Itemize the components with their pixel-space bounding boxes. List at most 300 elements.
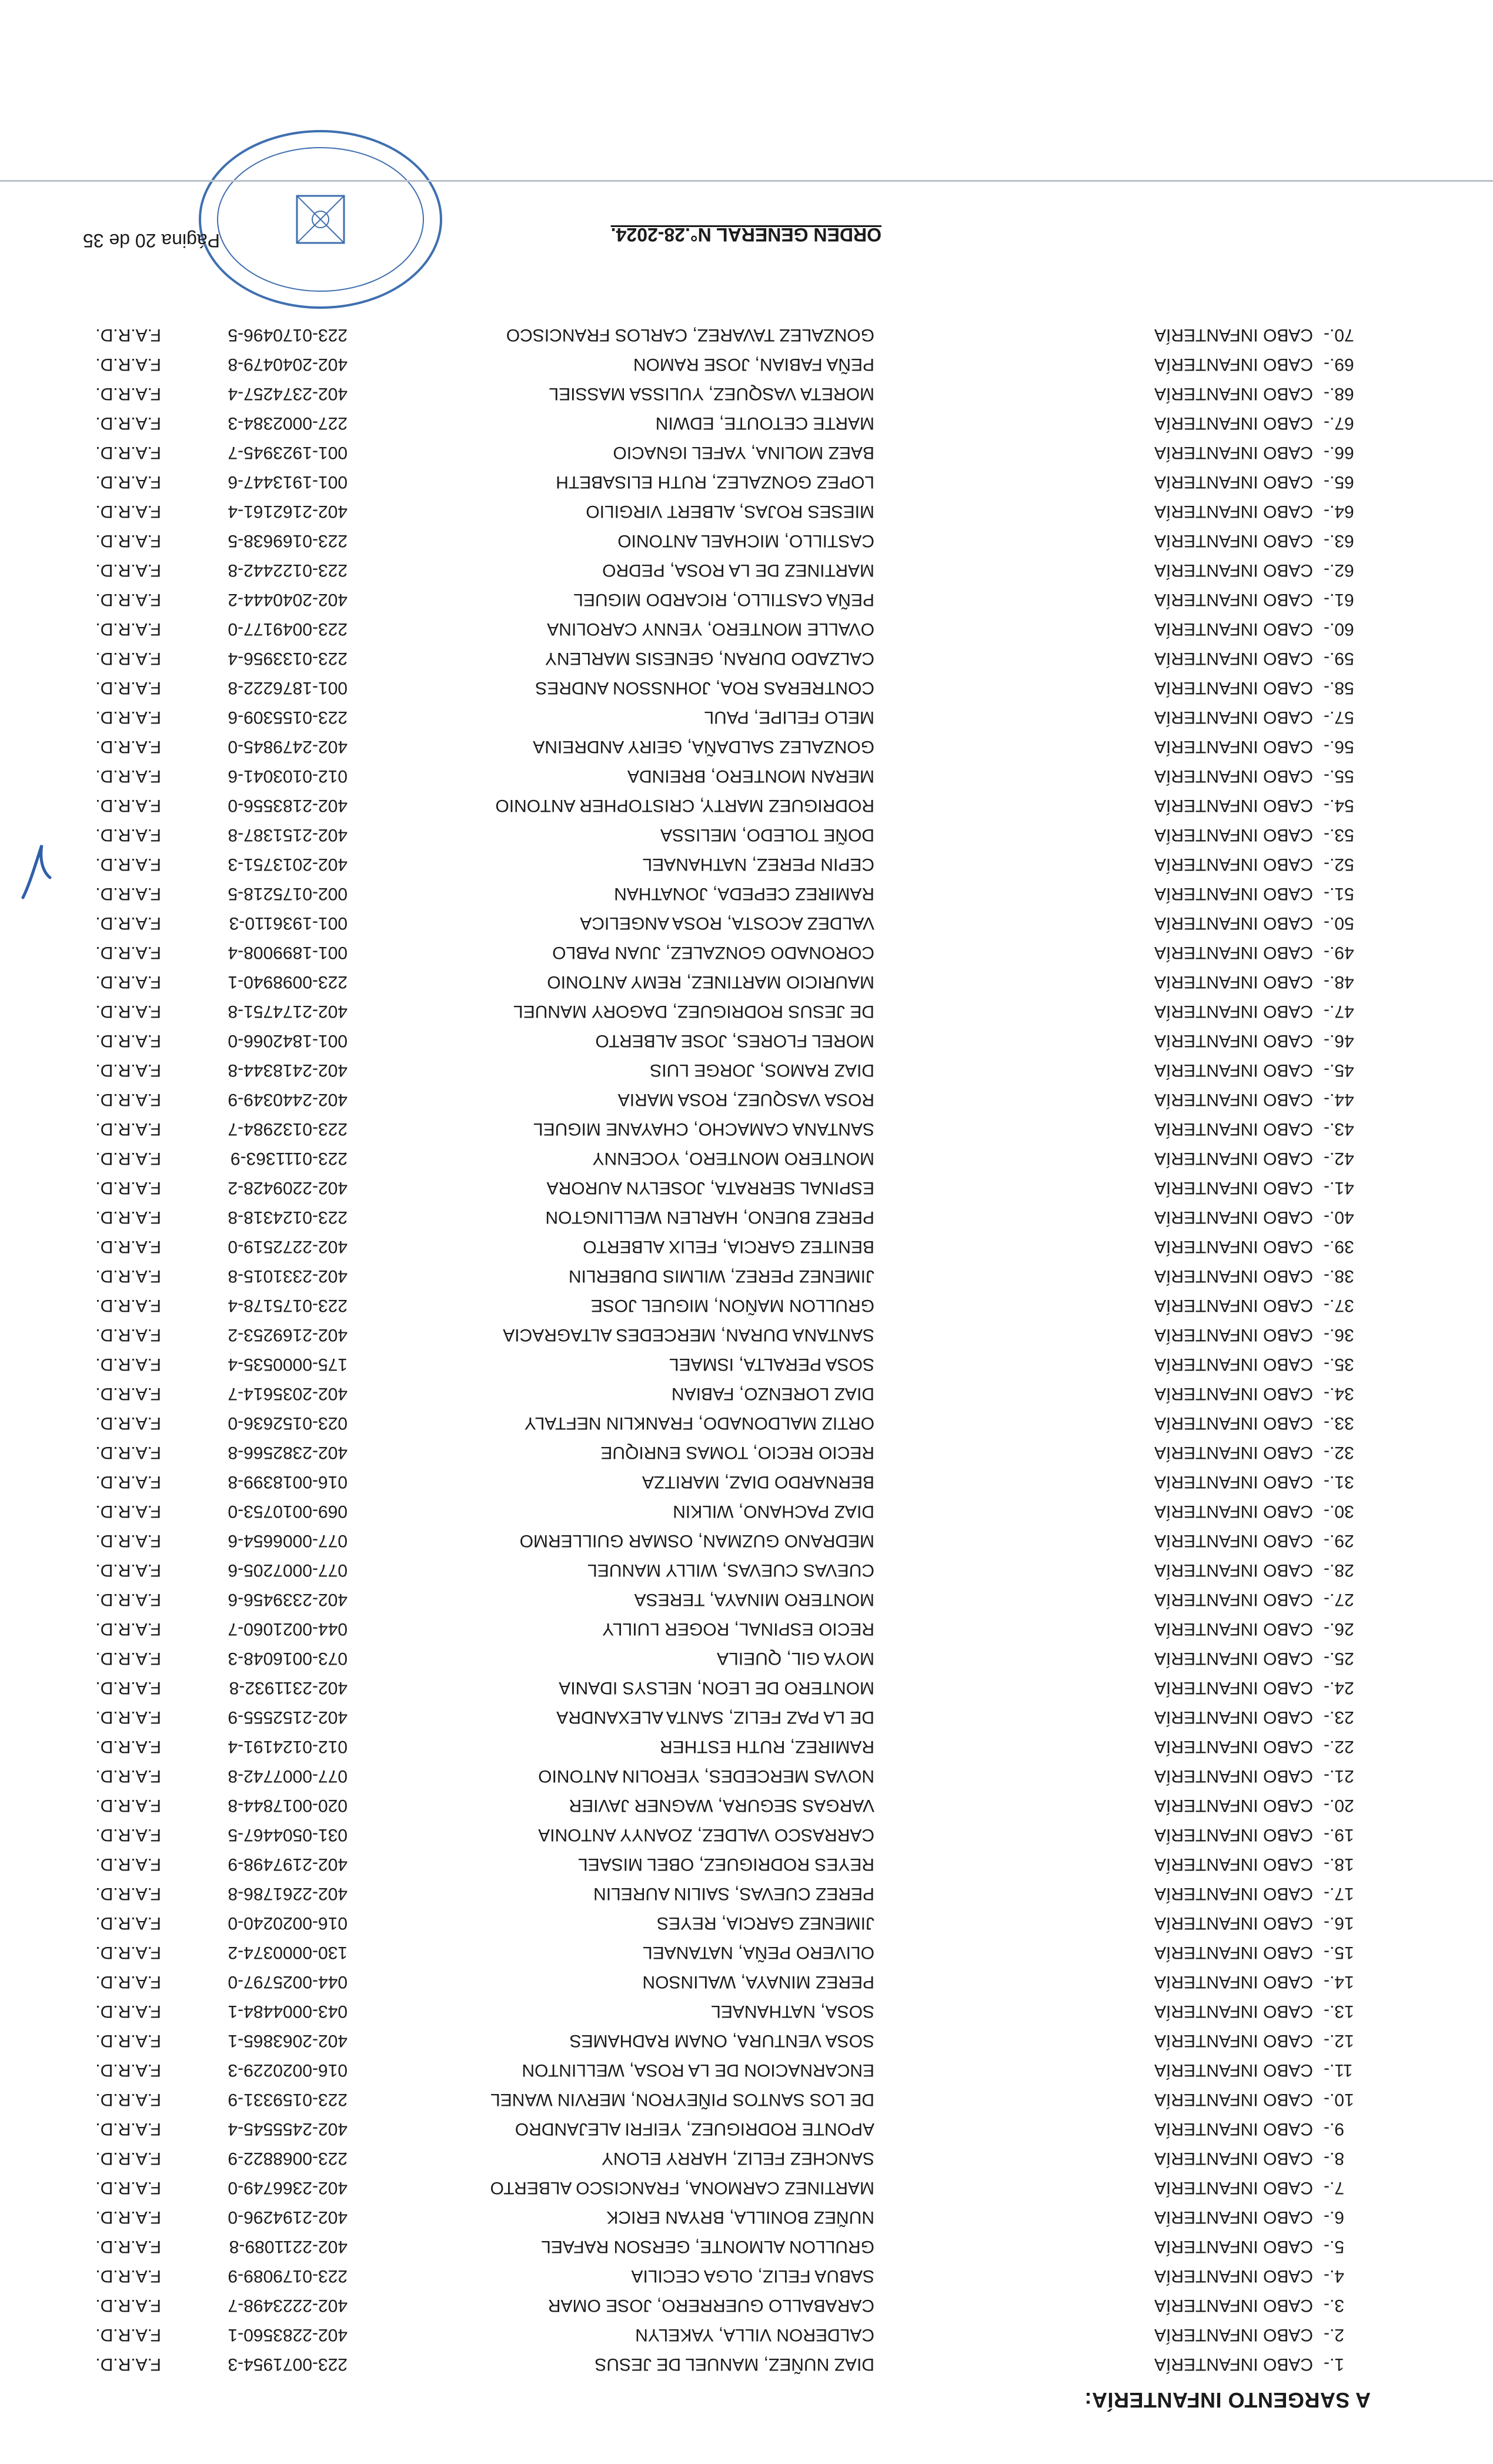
personnel-row bbox=[0, 320, 1493, 349]
institution-cell: F.A.R.D. bbox=[95, 855, 161, 874]
rank-cell: CABO INFANTERÍA bbox=[1154, 1149, 1313, 1168]
institution-cell: F.A.R.D. bbox=[95, 2266, 161, 2286]
institution-cell: F.A.R.D. bbox=[95, 1119, 161, 1139]
id-number-cell: 402-2366749-0 bbox=[228, 2178, 348, 2198]
row-number: 52.- bbox=[1324, 855, 1354, 874]
id-number-cell: 402-2169253-2 bbox=[228, 1325, 348, 1345]
institution-cell: F.A.R.D. bbox=[95, 943, 161, 962]
name-cell: PEREZ BUENO, HARLEN WELLINGTON bbox=[545, 1208, 874, 1227]
name-cell: PEÑA CASTILLO, RICARDO MIGUEL bbox=[573, 590, 874, 609]
institution-cell: F.A.R.D. bbox=[95, 1649, 161, 1668]
name-cell: DOÑE TOLEDO, MELISSA bbox=[660, 825, 874, 845]
personnel-row bbox=[0, 1114, 1493, 1143]
institution-cell: F.A.R.D. bbox=[95, 708, 161, 727]
name-cell: CALZADO DURAN, GENESIS MARLENY bbox=[545, 649, 874, 668]
row-number: 66.- bbox=[1324, 443, 1354, 462]
name-cell: OVALLE MONTERO, YENNY CAROLINA bbox=[547, 619, 874, 639]
id-number-cell: 073-0016048-3 bbox=[228, 1649, 348, 1668]
institution-cell: F.A.R.D. bbox=[95, 2149, 161, 2168]
rank-cell: CABO INFANTERÍA bbox=[1154, 2296, 1313, 2315]
id-number-cell: 402-2311932-8 bbox=[229, 1678, 348, 1698]
name-cell: JIMENEZ GARCIA, REYES bbox=[656, 1913, 874, 1933]
personnel-row bbox=[0, 967, 1493, 996]
personnel-row bbox=[0, 2261, 1493, 2290]
row-number: 24.- bbox=[1324, 1678, 1354, 1698]
personnel-row bbox=[0, 1349, 1493, 1379]
name-cell: SOSA VENTURA, ONAM RADHAMES bbox=[569, 2031, 874, 2050]
personnel-row bbox=[0, 673, 1493, 702]
name-cell: OLIVERO PEÑA, NATANAEL bbox=[643, 1943, 874, 1962]
id-number-cell: 020-0017844-8 bbox=[228, 1796, 348, 1815]
name-cell: MIESES ROJAS, ALBERT VIRGILIO bbox=[586, 502, 874, 521]
row-number: 39.- bbox=[1324, 1237, 1354, 1256]
name-cell: SABUA FELIZ, OLGA CECILIA bbox=[631, 2266, 874, 2286]
row-number: 53.- bbox=[1324, 825, 1354, 845]
name-cell: GRULLON ALMONTE, GERSON RAFAEL bbox=[541, 2237, 874, 2256]
rank-cell: CABO INFANTERÍA bbox=[1154, 825, 1313, 845]
institution-cell: F.A.R.D. bbox=[95, 2208, 161, 2227]
institution-cell: F.A.R.D. bbox=[95, 1149, 161, 1168]
name-cell: CALDERON VILLA, YAKELYN bbox=[635, 2325, 874, 2345]
institution-cell: F.A.R.D. bbox=[95, 502, 161, 521]
personnel-row bbox=[0, 1791, 1493, 1820]
id-number-cell: 001-1913447-6 bbox=[228, 472, 348, 492]
rank-cell: CABO INFANTERÍA bbox=[1154, 1884, 1313, 1903]
row-number: 44.- bbox=[1324, 1090, 1354, 1109]
rank-cell: CABO INFANTERÍA bbox=[1154, 2325, 1313, 2345]
institution-cell: F.A.R.D. bbox=[95, 443, 161, 462]
id-number-cell: 402-2194296-0 bbox=[228, 2208, 348, 2227]
rank-cell: CABO INFANTERÍA bbox=[1154, 737, 1313, 756]
rank-cell: CABO INFANTERÍA bbox=[1154, 1590, 1313, 1609]
name-cell: PEREZ MINAYA, WALINSON bbox=[642, 1972, 874, 1992]
row-number: 29.- bbox=[1324, 1531, 1354, 1551]
personnel-row bbox=[0, 526, 1493, 555]
personnel-row bbox=[0, 1673, 1493, 1702]
name-cell: MONTERO DE LEON, NELSYS IDANIA bbox=[559, 1678, 874, 1698]
row-number: 8.- bbox=[1324, 2149, 1345, 2168]
rank-cell: CABO INFANTERÍA bbox=[1154, 1325, 1313, 1345]
id-number-cell: 402-2479845-0 bbox=[228, 737, 348, 756]
name-cell: REYES RODRIGUEZ, OBEL MISAEL bbox=[577, 1855, 874, 1874]
rank-cell: CABO INFANTERÍA bbox=[1154, 1443, 1313, 1462]
name-cell: DIAZ PACHANO, WILKIN bbox=[673, 1502, 874, 1521]
rank-cell: CABO INFANTERÍA bbox=[1154, 913, 1313, 933]
personnel-row bbox=[0, 408, 1493, 438]
row-number: 28.- bbox=[1324, 1561, 1354, 1580]
name-cell: SOSA, NATHANAEL bbox=[711, 2002, 874, 2021]
rank-cell: CABO INFANTERÍA bbox=[1154, 2208, 1313, 2227]
institution-cell: F.A.R.D. bbox=[95, 1855, 161, 1874]
personnel-row bbox=[0, 702, 1493, 732]
personnel-row bbox=[0, 1173, 1493, 1202]
rank-cell: CABO INFANTERÍA bbox=[1154, 943, 1313, 962]
row-number: 49.- bbox=[1324, 943, 1354, 962]
id-number-cell: 069-0010753-0 bbox=[228, 1502, 348, 1521]
id-number-cell: 001-1899008-4 bbox=[228, 943, 348, 962]
rank-cell: CABO INFANTERÍA bbox=[1154, 649, 1313, 668]
id-number-cell: 001-1936110-3 bbox=[229, 913, 348, 933]
institution-cell: F.A.R.D. bbox=[95, 1002, 161, 1021]
personnel-row bbox=[0, 791, 1493, 820]
personnel-row bbox=[0, 467, 1493, 496]
id-number-cell: 402-2040444-2 bbox=[228, 590, 348, 609]
id-number-cell: 223-0169638-5 bbox=[228, 531, 348, 551]
rank-cell: CABO INFANTERÍA bbox=[1154, 855, 1313, 874]
institution-cell: F.A.R.D. bbox=[95, 2296, 161, 2315]
row-number: 56.- bbox=[1324, 737, 1354, 756]
name-cell: DE LA PAZ FELIZ, SANTA ALEXANDRA bbox=[556, 1708, 874, 1727]
name-cell: MARTINEZ CARMONA, FRANCISCO ALBERTO bbox=[490, 2178, 874, 2198]
row-number: 46.- bbox=[1324, 1031, 1354, 1051]
name-cell: MOREL FLORES, JOSE ALBERTO bbox=[595, 1031, 874, 1051]
id-number-cell: 044-0021060-7 bbox=[228, 1619, 348, 1639]
personnel-row bbox=[0, 2026, 1493, 2055]
id-number-cell: 223-0133956-4 bbox=[228, 649, 348, 668]
institution-cell: F.A.R.D. bbox=[95, 1972, 161, 1992]
rank-cell: CABO INFANTERÍA bbox=[1154, 1384, 1313, 1403]
rank-cell: CABO INFANTERÍA bbox=[1154, 1737, 1313, 1756]
row-number: 40.- bbox=[1324, 1208, 1354, 1227]
personnel-row bbox=[0, 496, 1493, 526]
rank-cell: CABO INFANTERÍA bbox=[1154, 2090, 1313, 2109]
name-cell: VALDEZ ACOSTA, ROSA ANGELICA bbox=[580, 913, 874, 933]
institution-cell: F.A.R.D. bbox=[95, 355, 161, 374]
institution-cell: F.A.R.D. bbox=[95, 325, 161, 345]
institution-cell: F.A.R.D. bbox=[95, 766, 161, 786]
id-number-cell: 402-2374257-4 bbox=[228, 384, 348, 404]
row-number: 37.- bbox=[1324, 1296, 1354, 1315]
personnel-row bbox=[0, 1055, 1493, 1085]
rank-cell: CABO INFANTERÍA bbox=[1154, 1796, 1313, 1815]
row-number: 64.- bbox=[1324, 502, 1354, 521]
row-number: 19.- bbox=[1324, 1825, 1354, 1845]
id-number-cell: 402-2339456-6 bbox=[228, 1590, 348, 1609]
id-number-cell: 077-0007205-6 bbox=[228, 1561, 348, 1580]
rank-cell: CABO INFANTERÍA bbox=[1154, 502, 1313, 521]
id-number-cell: 402-2063865-1 bbox=[228, 2031, 348, 2050]
institution-cell: F.A.R.D. bbox=[95, 1590, 161, 1609]
personnel-row bbox=[0, 349, 1493, 379]
personnel-row bbox=[0, 1702, 1493, 1732]
rank-cell: CABO INFANTERÍA bbox=[1154, 384, 1313, 404]
personnel-row bbox=[0, 1820, 1493, 1849]
personnel-row bbox=[0, 1614, 1493, 1643]
rank-cell: CABO INFANTERÍA bbox=[1154, 1502, 1313, 1521]
row-number: 30.- bbox=[1324, 1502, 1354, 1521]
rank-cell: CABO INFANTERÍA bbox=[1154, 2119, 1313, 2139]
row-number: 63.- bbox=[1324, 531, 1354, 551]
rank-cell: CABO INFANTERÍA bbox=[1154, 1561, 1313, 1580]
id-number-cell: 223-0111363-9 bbox=[230, 1149, 348, 1168]
row-number: 54.- bbox=[1324, 796, 1354, 815]
institution-cell: F.A.R.D. bbox=[95, 2090, 161, 2109]
institution-cell: F.A.R.D. bbox=[95, 1237, 161, 1256]
institution-cell: F.A.R.D. bbox=[95, 1355, 161, 1374]
institution-cell: F.A.R.D. bbox=[95, 1619, 161, 1639]
institution-cell: F.A.R.D. bbox=[95, 2355, 161, 2374]
personnel-row bbox=[0, 438, 1493, 467]
institution-cell: F.A.R.D. bbox=[95, 2031, 161, 2050]
rank-cell: CABO INFANTERÍA bbox=[1154, 1355, 1313, 1374]
personnel-row bbox=[0, 1732, 1493, 1761]
personnel-row bbox=[0, 1467, 1493, 1496]
row-number: 51.- bbox=[1324, 884, 1354, 903]
row-number: 17.- bbox=[1324, 1884, 1354, 1903]
personnel-row bbox=[0, 1143, 1493, 1173]
rank-cell: CABO INFANTERÍA bbox=[1154, 2237, 1313, 2256]
name-cell: CORONADO GONZALEZ, JUAN PABLO bbox=[552, 943, 874, 962]
row-number: 5.- bbox=[1324, 2237, 1345, 2256]
institution-cell: F.A.R.D. bbox=[95, 1208, 161, 1227]
row-number: 7.- bbox=[1324, 2178, 1345, 2198]
row-number: 65.- bbox=[1324, 472, 1354, 492]
name-cell: BERNARDO DIAZ, MARITZA bbox=[642, 1472, 874, 1492]
name-cell: ENCARNACION DE LA ROSA, WELLINTON bbox=[522, 2060, 874, 2080]
row-number: 23.- bbox=[1324, 1708, 1354, 1727]
row-number: 32.- bbox=[1324, 1443, 1354, 1462]
personnel-row bbox=[0, 1379, 1493, 1408]
rank-cell: CABO INFANTERÍA bbox=[1154, 1090, 1313, 1109]
personnel-row bbox=[0, 379, 1493, 408]
personnel-row bbox=[0, 879, 1493, 908]
institution-cell: F.A.R.D. bbox=[95, 1472, 161, 1492]
name-cell: RAMIREZ CEPEDA, JONATHAN bbox=[614, 884, 874, 903]
id-number-cell: 016-0018399-8 bbox=[228, 1472, 348, 1492]
rank-cell: CABO INFANTERÍA bbox=[1154, 2355, 1313, 2374]
row-number: 27.- bbox=[1324, 1590, 1354, 1609]
name-cell: ESPINAL SERRATA, JOSELYN AURORA bbox=[546, 1178, 874, 1198]
id-number-cell: 223-0155309-6 bbox=[228, 708, 348, 727]
personnel-row bbox=[0, 2202, 1493, 2232]
institution-cell: F.A.R.D. bbox=[95, 737, 161, 756]
id-number-cell: 402-2455545-4 bbox=[228, 2119, 348, 2139]
institution-cell: F.A.R.D. bbox=[95, 619, 161, 639]
rank-cell: CABO INFANTERÍA bbox=[1154, 796, 1313, 815]
rank-cell: CABO INFANTERÍA bbox=[1154, 531, 1313, 551]
personnel-row bbox=[0, 585, 1493, 614]
id-number-cell: 402-2272519-0 bbox=[228, 1237, 348, 1256]
rank-cell: CABO INFANTERÍA bbox=[1154, 1266, 1313, 1286]
personnel-row bbox=[0, 1555, 1493, 1585]
id-number-cell: 001-1923945-7 bbox=[228, 443, 348, 462]
institution-cell: F.A.R.D. bbox=[95, 1502, 161, 1521]
name-cell: SANTANA CAMACHO, CHAYANE MIGUEL bbox=[533, 1119, 874, 1139]
rank-cell: CABO INFANTERÍA bbox=[1154, 1943, 1313, 1962]
row-number: 57.- bbox=[1324, 708, 1354, 727]
institution-cell: F.A.R.D. bbox=[95, 2060, 161, 2080]
row-number: 55.- bbox=[1324, 766, 1354, 786]
institution-cell: F.A.R.D. bbox=[95, 678, 161, 698]
personnel-row bbox=[0, 1938, 1493, 1967]
name-cell: PEREZ CUEVAS, SAILIN AURELIN bbox=[593, 1884, 874, 1903]
id-number-cell: 001-1876222-8 bbox=[228, 678, 348, 698]
id-number-cell: 223-0175178-4 bbox=[228, 1296, 348, 1315]
name-cell: MELO FELIPE, PAUL bbox=[704, 708, 874, 727]
id-number-cell: 402-2440349-9 bbox=[228, 1090, 348, 1109]
row-number: 35.- bbox=[1324, 1355, 1354, 1374]
name-cell: SOSA PERALTA, ISMAEL bbox=[669, 1355, 874, 1374]
id-number-cell: 077-0006654-6 bbox=[228, 1531, 348, 1551]
institution-cell: F.A.R.D. bbox=[95, 384, 161, 404]
personnel-row bbox=[0, 2143, 1493, 2173]
rank-cell: CABO INFANTERÍA bbox=[1154, 1708, 1313, 1727]
rank-cell: CABO INFANTERÍA bbox=[1154, 1237, 1313, 1256]
name-cell: MARTE CETOUTE, EDWIN bbox=[655, 414, 874, 433]
institution-cell: F.A.R.D. bbox=[95, 2119, 161, 2139]
id-number-cell: 223-0132984-7 bbox=[228, 1119, 348, 1139]
institution-cell: F.A.R.D. bbox=[95, 561, 161, 580]
name-cell: ORTIZ MALDONADO, FRANKLIN NEFTALY bbox=[524, 1413, 874, 1433]
row-number: 34.- bbox=[1324, 1384, 1354, 1403]
row-number: 62.- bbox=[1324, 561, 1354, 580]
institution-cell: F.A.R.D. bbox=[95, 472, 161, 492]
row-number: 12.- bbox=[1324, 2031, 1354, 2050]
rank-cell: CABO INFANTERÍA bbox=[1154, 2266, 1313, 2286]
institution-cell: F.A.R.D. bbox=[95, 1031, 161, 1051]
personnel-row bbox=[0, 1849, 1493, 1879]
row-number: 11.- bbox=[1324, 2060, 1353, 2080]
name-cell: MEDRANO GUZMAN, OSMAR GUILLERMO bbox=[519, 1531, 874, 1551]
row-number: 13.- bbox=[1324, 2002, 1354, 2021]
institution-cell: F.A.R.D. bbox=[95, 1384, 161, 1403]
name-cell: MONTERO MONTERO, YOCENNY bbox=[592, 1149, 874, 1168]
row-number: 25.- bbox=[1324, 1649, 1354, 1668]
row-number: 2.- bbox=[1324, 2325, 1345, 2345]
row-number: 58.- bbox=[1324, 678, 1354, 698]
rank-cell: CABO INFANTERÍA bbox=[1154, 972, 1313, 992]
institution-cell: F.A.R.D. bbox=[95, 1943, 161, 1962]
rank-cell: CABO INFANTERÍA bbox=[1154, 708, 1313, 727]
rank-cell: CABO INFANTERÍA bbox=[1154, 2149, 1313, 2168]
row-number: 22.- bbox=[1324, 1737, 1354, 1756]
institution-cell: F.A.R.D. bbox=[95, 1708, 161, 1727]
personnel-row bbox=[0, 1291, 1493, 1320]
personnel-row bbox=[0, 761, 1493, 791]
institution-cell: F.A.R.D. bbox=[95, 1178, 161, 1198]
row-number: 6.- bbox=[1324, 2208, 1345, 2227]
id-number-cell: 402-2151387-8 bbox=[228, 825, 348, 845]
personnel-row bbox=[0, 1438, 1493, 1467]
name-cell: CASTILLO, MICHAEL ANTONIO bbox=[617, 531, 874, 551]
rank-cell: CABO INFANTERÍA bbox=[1154, 590, 1313, 609]
id-number-cell: 016-0020240-0 bbox=[228, 1913, 348, 1933]
id-number-cell: 402-2162161-4 bbox=[228, 502, 348, 521]
personnel-row bbox=[0, 2085, 1493, 2114]
id-number-cell: 402-2035614-7 bbox=[228, 1384, 348, 1403]
institution-cell: F.A.R.D. bbox=[95, 1266, 161, 1286]
name-cell: MORETA VASQUEZ, YULISSA MASSIEL bbox=[549, 384, 874, 404]
rank-cell: CABO INFANTERÍA bbox=[1154, 678, 1313, 698]
institution-cell: F.A.R.D. bbox=[95, 1796, 161, 1815]
id-number-cell: 402-2152555-9 bbox=[228, 1708, 348, 1727]
institution-cell: F.A.R.D. bbox=[95, 1561, 161, 1580]
row-number: 3.- bbox=[1324, 2296, 1345, 2315]
row-number: 43.- bbox=[1324, 1119, 1354, 1139]
name-cell: GONZALEZ SALDAÑA, GEIRY ANDREINA bbox=[533, 737, 874, 756]
institution-cell: F.A.R.D. bbox=[95, 2237, 161, 2256]
row-number: 47.- bbox=[1324, 1002, 1354, 1021]
personnel-row bbox=[0, 1761, 1493, 1791]
id-number-cell: 223-0049177-0 bbox=[228, 619, 348, 639]
row-number: 67.- bbox=[1324, 414, 1354, 433]
rank-cell: CABO INFANTERÍA bbox=[1154, 1531, 1313, 1551]
institution-cell: F.A.R.D. bbox=[95, 1325, 161, 1345]
id-number-cell: 077-0007742-8 bbox=[228, 1766, 348, 1786]
personnel-row bbox=[0, 1496, 1493, 1526]
personnel-row bbox=[0, 1026, 1493, 1055]
row-number: 38.- bbox=[1324, 1266, 1354, 1286]
personnel-row bbox=[0, 820, 1493, 849]
id-number-cell: 012-0103041-6 bbox=[228, 766, 348, 786]
name-cell: VARGAS SEGURA, WAGNER JAVIER bbox=[569, 1796, 874, 1815]
rank-cell: CABO INFANTERÍA bbox=[1154, 2031, 1313, 2050]
row-number: 42.- bbox=[1324, 1149, 1354, 1168]
name-cell: BAEZ MOLINA, YAFEL IGNACIO bbox=[613, 443, 874, 462]
id-number-cell: 223-0098940-1 bbox=[228, 972, 348, 992]
row-number: 59.- bbox=[1324, 649, 1354, 668]
id-number-cell: 223-0159331-9 bbox=[228, 2090, 348, 2109]
personnel-row bbox=[0, 643, 1493, 673]
personnel-row bbox=[0, 2290, 1493, 2320]
name-cell: MOYA GIL, QUEILA bbox=[717, 1649, 874, 1668]
rank-cell: CABO INFANTERÍA bbox=[1154, 1649, 1313, 1668]
name-cell: SANTANA DURAN, MERCEDES ALTAGRACIA bbox=[503, 1325, 874, 1345]
rank-cell: CABO INFANTERÍA bbox=[1154, 1678, 1313, 1698]
id-number-cell: 402-2283560-1 bbox=[228, 2325, 348, 2345]
id-number-cell: 043-0004484-1 bbox=[228, 2002, 348, 2021]
section-heading: A SARGENTO INFANTERÍA: bbox=[1084, 2388, 1371, 2412]
institution-cell: F.A.R.D. bbox=[95, 825, 161, 845]
personnel-row bbox=[0, 732, 1493, 761]
rank-cell: CABO INFANTERÍA bbox=[1154, 1178, 1313, 1198]
institution-cell: F.A.R.D. bbox=[95, 1090, 161, 1109]
page-rule bbox=[0, 180, 1493, 182]
personnel-row bbox=[0, 1408, 1493, 1438]
personnel-row bbox=[0, 1643, 1493, 1673]
handwritten-check-mark bbox=[21, 842, 56, 901]
id-number-cell: 044-0025797-0 bbox=[228, 1972, 348, 1992]
personnel-row bbox=[0, 1261, 1493, 1291]
personnel-row bbox=[0, 2232, 1493, 2261]
personnel-row bbox=[0, 938, 1493, 967]
institution-cell: F.A.R.D. bbox=[95, 531, 161, 551]
rank-cell: CABO INFANTERÍA bbox=[1154, 1119, 1313, 1139]
row-number: 14.- bbox=[1324, 1972, 1354, 1992]
institution-cell: F.A.R.D. bbox=[95, 649, 161, 668]
id-number-cell: 016-0020229-3 bbox=[228, 2060, 348, 2080]
name-cell: MONTERO MINAYA, TERESA bbox=[634, 1590, 874, 1609]
institution-cell: F.A.R.D. bbox=[95, 2178, 161, 2198]
id-number-cell: 223-0170496-5 bbox=[228, 325, 348, 345]
institution-cell: F.A.R.D. bbox=[95, 972, 161, 992]
name-cell: CONTRERAS ROA, JOHNSSON ANDRES bbox=[535, 678, 874, 698]
row-number: 70.- bbox=[1324, 325, 1354, 345]
personnel-row bbox=[0, 1879, 1493, 1908]
row-number: 68.- bbox=[1324, 384, 1354, 404]
row-number: 1.- bbox=[1324, 2355, 1345, 2374]
institution-cell: F.A.R.D. bbox=[95, 1884, 161, 1903]
name-cell: MERAN MONTERO, BREINDA bbox=[627, 766, 874, 786]
row-number: 26.- bbox=[1324, 1619, 1354, 1639]
rank-cell: CABO INFANTERÍA bbox=[1154, 1002, 1313, 1021]
rank-cell: CABO INFANTERÍA bbox=[1154, 355, 1313, 374]
official-seal-stamp bbox=[191, 125, 450, 314]
id-number-cell: 402-2223498-7 bbox=[228, 2296, 348, 2315]
id-number-cell: 223-0068822-9 bbox=[228, 2149, 348, 2168]
row-number: 36.- bbox=[1324, 1325, 1354, 1345]
personnel-row bbox=[0, 1202, 1493, 1232]
